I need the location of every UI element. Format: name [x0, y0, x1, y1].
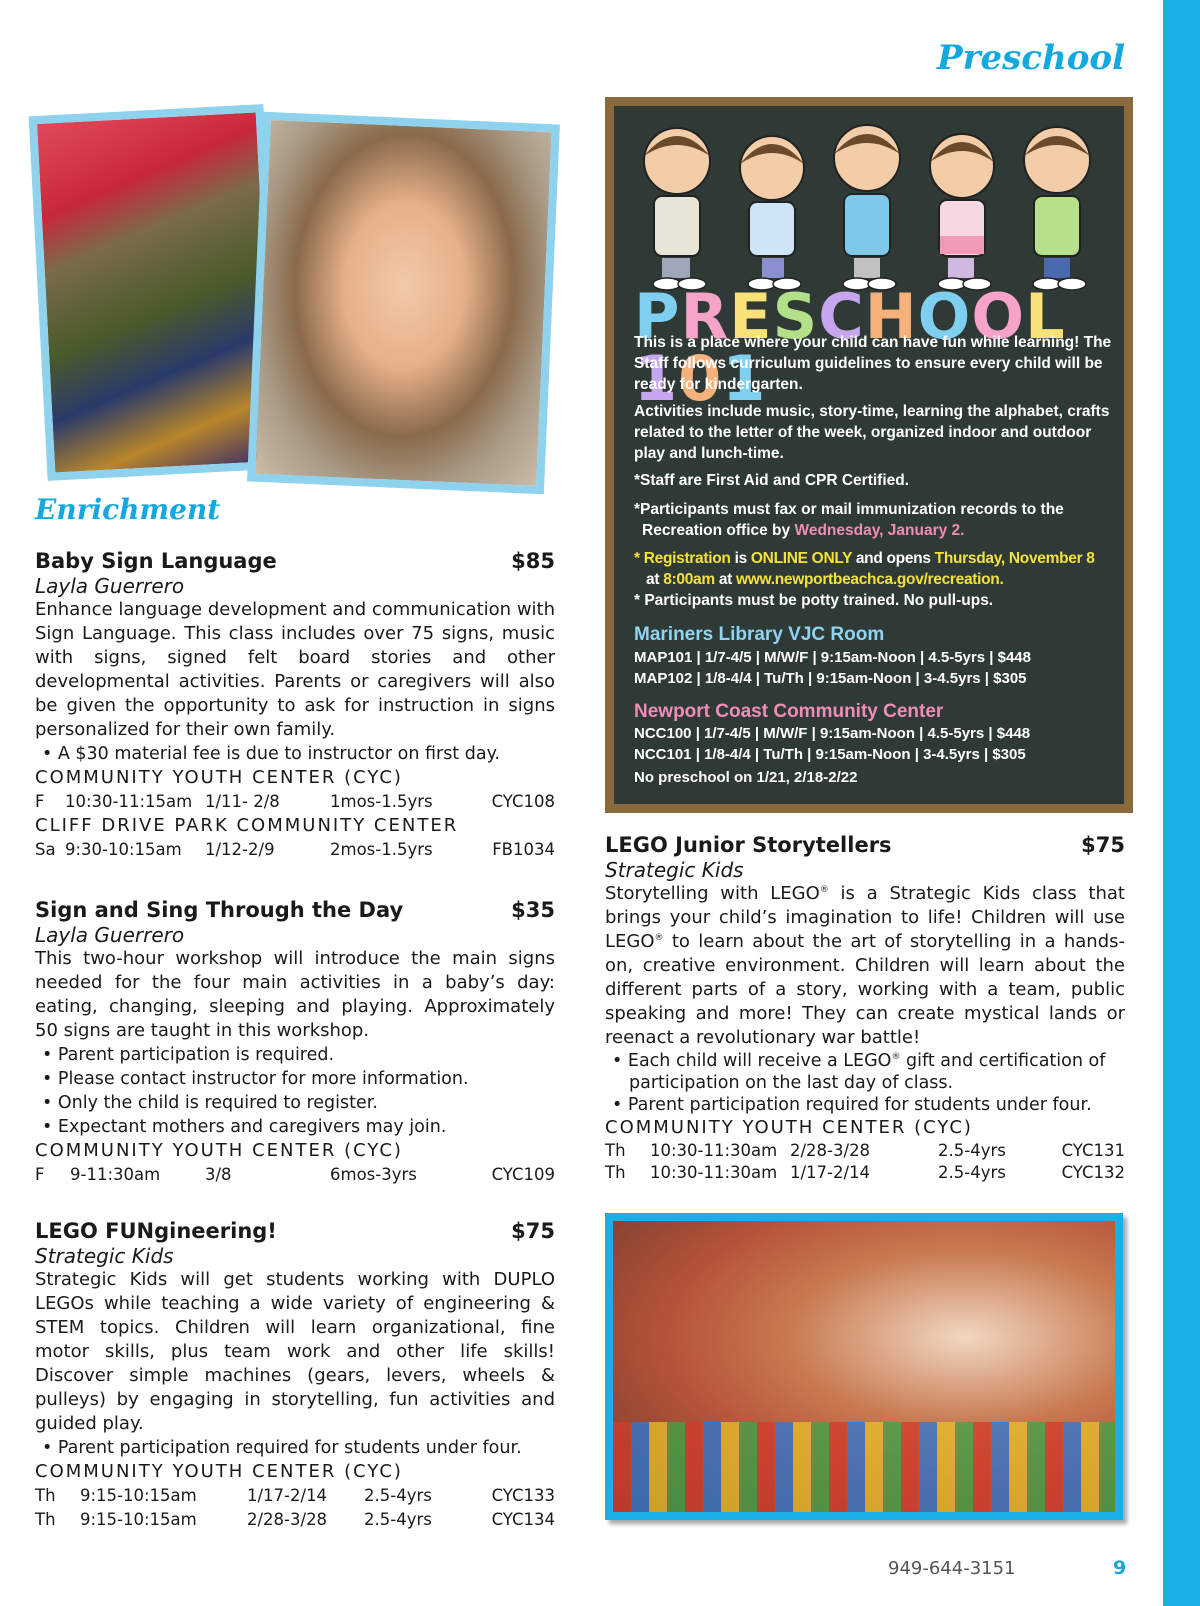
- board-no-preschool-note: No preschool on 1/21, 2/18-2/22: [634, 769, 858, 786]
- board-title-letter: 0: [678, 342, 723, 415]
- footer-phone: 949-644-3151: [888, 1558, 1016, 1579]
- course-code: CYC132: [1061, 1163, 1125, 1182]
- board-title-letter: H: [864, 280, 918, 353]
- lego-bricks-illustration: [613, 1422, 1115, 1512]
- board-intro: This is a place where your child can have fun while learning! The Staff follows curriculum guidelines to ensure every child will be ready for kindergarten.: [634, 334, 1112, 393]
- board-potty: * Participants must be potty trained. No pull-ups.: [634, 592, 994, 609]
- course-price: $75: [1081, 833, 1125, 857]
- course-session-row: F 9-11:30am 3/8 6mos-3yrs CYC109: [35, 1163, 555, 1187]
- board-immunization: *Participants must fax or mail immunization records to the Recreation office by Wednesday, January 2.: [634, 501, 1064, 539]
- course-bullet: • Parent participation required for students under four.: [612, 1095, 1092, 1115]
- course-session-row: Th 9:15-10:15am 2/28-3/28 2.5-4yrs CYC134: [35, 1508, 555, 1532]
- course-code: CYC131: [1061, 1141, 1125, 1160]
- right-accent-bar: [1163, 0, 1200, 1606]
- course-bullet: • Parent participation is required.: [42, 1045, 335, 1065]
- board-title-letter: O: [971, 280, 1026, 353]
- course-description: Strategic Kids will get students working with DUPLO LEGOs while teaching a wide variety of engineering & STEM topics. Children will learn organizational, fine motor skills, plus team work and other life skills! Discover simple machines (gears, levers, wheels & pulleys) by engaging in storytelling, fun activities and guided play.: [35, 1269, 555, 1434]
- course-sign-and-sing: [35, 897, 555, 1187]
- course-instructor: Layla Guerrero: [35, 923, 185, 947]
- course-title: Sign and Sing Through the Day: [35, 898, 404, 922]
- course-header: [35, 1218, 555, 1244]
- cartoon-kids-illustration: [632, 116, 1106, 291]
- course-location: COMMUNITY YOUTH CENTER (CYC): [35, 1140, 403, 1161]
- board-title-letter: E: [729, 280, 773, 353]
- course-code: CYC108: [491, 792, 555, 811]
- course-price: $85: [511, 549, 555, 573]
- course-lego-junior-storytellers: [605, 832, 1125, 1184]
- photo-toddler-playing: [29, 104, 283, 481]
- course-location: COMMUNITY YOUTH CENTER (CYC): [35, 767, 403, 788]
- course-description: This two-hour workshop will introduce the main signs needed for the four main activities in a baby’s day: eating, changing, sleeping and playing. Approximately 50 signs are taught in this workshop.: [35, 948, 555, 1041]
- course-header: [35, 897, 555, 923]
- board-title-letter: O: [917, 280, 972, 353]
- course-location: COMMUNITY YOUTH CENTER (CYC): [35, 1461, 403, 1482]
- board-session-row: MAP101 | 1/7-4/5 | M/W/F | 9:15am-Noon | 4.5-5yrs | $448: [634, 649, 1031, 666]
- registration-link[interactable]: www.newportbeachca.gov/recreation.: [736, 571, 1004, 588]
- board-title-letter: L: [1025, 280, 1066, 353]
- board-title-letter: P: [634, 280, 681, 353]
- board-title-letter: 1: [634, 342, 679, 415]
- course-price: $75: [511, 1219, 555, 1243]
- course-bullet: • Please contact instructor for more information.: [42, 1069, 469, 1089]
- course-title: Baby Sign Language: [35, 549, 277, 573]
- course-session-row: Th 10:30-11:30am 2/28-3/28 2.5-4yrs CYC131: [605, 1141, 1125, 1160]
- course-bullet: • Each child will receive a LEGO® gift and certification of participation on the last day of class.: [612, 1051, 1106, 1093]
- board-title-letter: 1: [722, 342, 767, 415]
- course-instructor: Layla Guerrero: [35, 574, 185, 598]
- course-bullet: • A $30 material fee is due to instructor on first day.: [42, 744, 500, 764]
- course-title: LEGO FUNgineering!: [35, 1219, 277, 1243]
- board-certified: *Staff are First Aid and CPR Certified.: [634, 472, 910, 489]
- board-session-row: NCC100 | 1/7-4/5 | M/W/F | 9:15am-Noon | 4.5-5yrs | $448: [634, 725, 1031, 742]
- course-bullet: • Expectant mothers and caregivers may join.: [42, 1117, 447, 1137]
- course-session-row: Sa 9:30-10:15am 1/12-2/9 2mos-1.5yrs FB1034: [35, 838, 555, 862]
- course-code: CYC133: [491, 1486, 555, 1505]
- course-baby-sign-language: [35, 548, 555, 862]
- photo-baby-smiling: [247, 112, 560, 495]
- section-heading-enrichment: Enrichment: [35, 493, 221, 526]
- board-location-mariners: Mariners Library VJC Room: [634, 624, 885, 645]
- course-price: $35: [511, 898, 555, 922]
- course-session-row: Th 9:15-10:15am 1/17-2/14 2.5-4yrs CYC133: [35, 1484, 555, 1508]
- page-title: Preschool: [937, 38, 1125, 78]
- course-location: CLIFF DRIVE PARK COMMUNITY CENTER: [35, 815, 459, 836]
- course-description: Storytelling with LEGO® is a Strategic Kids class that brings your child’s imagination to life! Children will use LEGO® to learn about the art of storytelling in a hands-on, creative environment. Children will learn about the different parts of a story, working with a team, public speaking and more! They can create mystical lands or reenact a revolutionary war battle!: [605, 883, 1125, 1048]
- course-code: CYC134: [491, 1510, 555, 1529]
- course-description: Enhance language development and communication with Sign Language. This class includes over 75 signs, music with signs, signed felt board stories and other developmental activities. Parents or caregivers will also be given the opportunity to ask for instruction in signs personalized for their own family.: [35, 599, 556, 740]
- board-registration: * Registration is ONLINE ONLY and opens Thursday, November 8 at 8:00am at www.newportbeachca.gov/recreation.: [634, 550, 1095, 588]
- course-bullet: • Parent participation required for students under four.: [42, 1438, 522, 1458]
- board-title-letter: R: [680, 280, 730, 353]
- course-header: [605, 832, 1125, 858]
- course-code: CYC109: [491, 1165, 555, 1184]
- course-session-row: F 10:30-11:15am 1/11- 2/8 1mos-1.5yrs CYC108: [35, 790, 555, 814]
- board-title-letter: S: [772, 280, 819, 353]
- course-session-row: Th 10:30-11:30am 1/17-2/14 2.5-4yrs CYC132: [605, 1163, 1125, 1182]
- photo-kids-building-lego: [605, 1213, 1123, 1520]
- page-number: 9: [1113, 1557, 1127, 1579]
- course-instructor: Strategic Kids: [605, 858, 744, 882]
- board-location-newport: Newport Coast Community Center: [634, 701, 944, 722]
- course-lego-fungineering: [35, 1218, 555, 1532]
- board-activities: Activities include music, story-time, learning the alphabet, crafts related to the letter of the week, organized indoor and outdoor play and lunch-time.: [634, 403, 1110, 462]
- board-session-row: NCC101 | 1/8-4/4 | Tu/Th | 9:15am-Noon | 3-4.5yrs | $305: [634, 746, 1026, 763]
- course-code: FB1034: [492, 840, 555, 859]
- course-title: LEGO Junior Storytellers: [605, 833, 892, 857]
- course-instructor: Strategic Kids: [35, 1244, 174, 1268]
- course-location: COMMUNITY YOUTH CENTER (CYC): [605, 1117, 973, 1138]
- preschool-101-board: [605, 97, 1133, 813]
- board-session-row: MAP102 | 1/8-4/4 | Tu/Th | 9:15am-Noon | 3-4.5yrs | $305: [634, 670, 1027, 687]
- board-title-letter: C: [818, 280, 865, 353]
- course-header: [35, 548, 555, 574]
- course-bullet: • Only the child is required to register.: [42, 1093, 378, 1113]
